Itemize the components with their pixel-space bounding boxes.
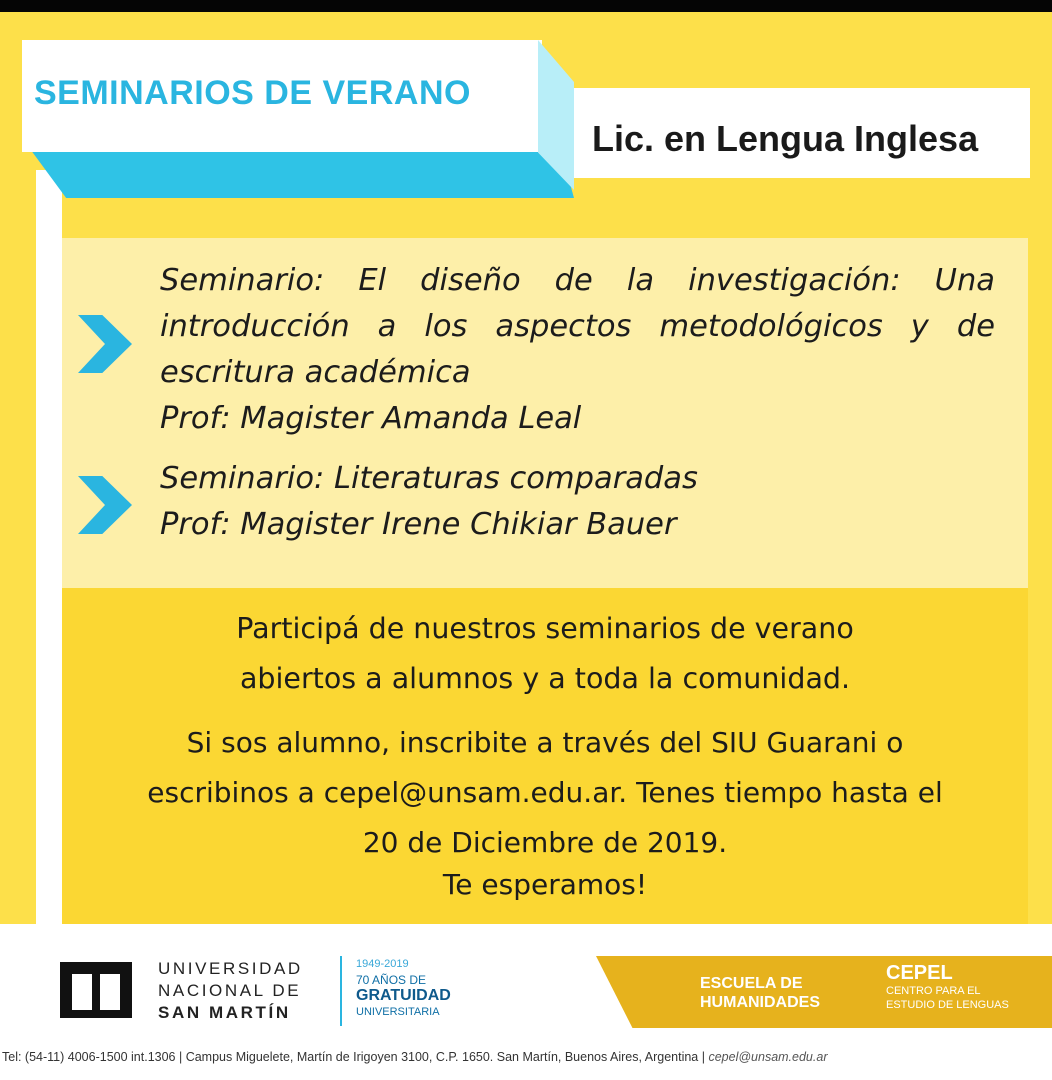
top-bar — [0, 0, 1052, 12]
info-line-1: Participá de nuestros seminarios de verano — [236, 612, 854, 645]
anniversary-line-1: 70 AÑOS DE — [356, 973, 427, 987]
seminar-1-line-3: escritura académica — [160, 355, 471, 390]
seminar-2-professor: Prof: Magister Irene Chikiar Bauer — [160, 507, 677, 542]
poster-title: SEMINARIOS DE VERANO — [34, 74, 471, 112]
info-line-2: abiertos a alumnos y a toda la comunidad. — [239, 662, 851, 695]
cepel-line-1: CENTRO PARA EL — [886, 985, 981, 997]
escuela-line-1: ESCUELA DE — [700, 975, 803, 992]
seminar-2-title: Seminario: Literaturas comparadas — [160, 461, 698, 496]
anniversary-line-3: UNIVERSITARIA — [356, 1006, 440, 1018]
seminar-1-line-1: Seminario: El diseño de la investigación: Una — [160, 263, 995, 298]
seminar-2 — [160, 456, 995, 548]
cepel-logo — [886, 962, 1009, 1012]
footer-email[interactable]: cepel@unsam.edu.ar — [708, 1050, 828, 1064]
university-line-1: UNIVERSIDAD — [158, 959, 303, 978]
seminar-1-professor: Prof: Magister Amanda Leal — [160, 401, 582, 436]
cepel-name: CEPEL — [886, 962, 953, 984]
anniversary-logo — [356, 956, 451, 1020]
closing-text: Te esperamos! — [442, 868, 648, 901]
anniversary-years: 1949-2019 — [356, 958, 409, 970]
info-registration — [62, 718, 1028, 868]
escuela-logo-text — [700, 974, 820, 1012]
info-line-3: Si sos alumno, inscribite a través del SIU Guarani o — [186, 726, 904, 759]
university-logo-text — [158, 958, 303, 1024]
cepel-line-2: ESTUDIO DE LENGUAS — [886, 999, 1009, 1011]
university-line-3: SAN MARTÍN — [158, 1003, 291, 1022]
info-invitation — [62, 604, 1028, 704]
escuela-line-2: HUMANIDADES — [700, 994, 820, 1011]
anniversary-line-2: GRATUIDAD — [356, 987, 451, 1004]
seminar-1 — [160, 258, 995, 442]
info-line-4: escribinos a cepel@unsam.edu.ar. Tenes tiempo hasta el — [147, 776, 943, 809]
university-line-2: NACIONAL DE — [158, 981, 302, 1000]
logo-divider — [340, 956, 342, 1026]
footer-text: Tel: (54-11) 4006-1500 int.1306 | Campus Miguelete, Martín de Irigoyen 3100, C.P. 1650. San Martín, Buenos Aires, Argentina | — [2, 1050, 705, 1064]
poster-subtitle: Lic. en Lengua Inglesa — [592, 118, 979, 159]
book-icon-spine — [92, 974, 100, 1018]
seminar-1-line-2: introducción a los aspectos metodológicos y de — [160, 309, 995, 344]
frame-left — [36, 170, 62, 930]
footer-contact — [2, 1050, 1052, 1070]
info-line-5: 20 de Diciembre de 2019. — [362, 826, 728, 859]
